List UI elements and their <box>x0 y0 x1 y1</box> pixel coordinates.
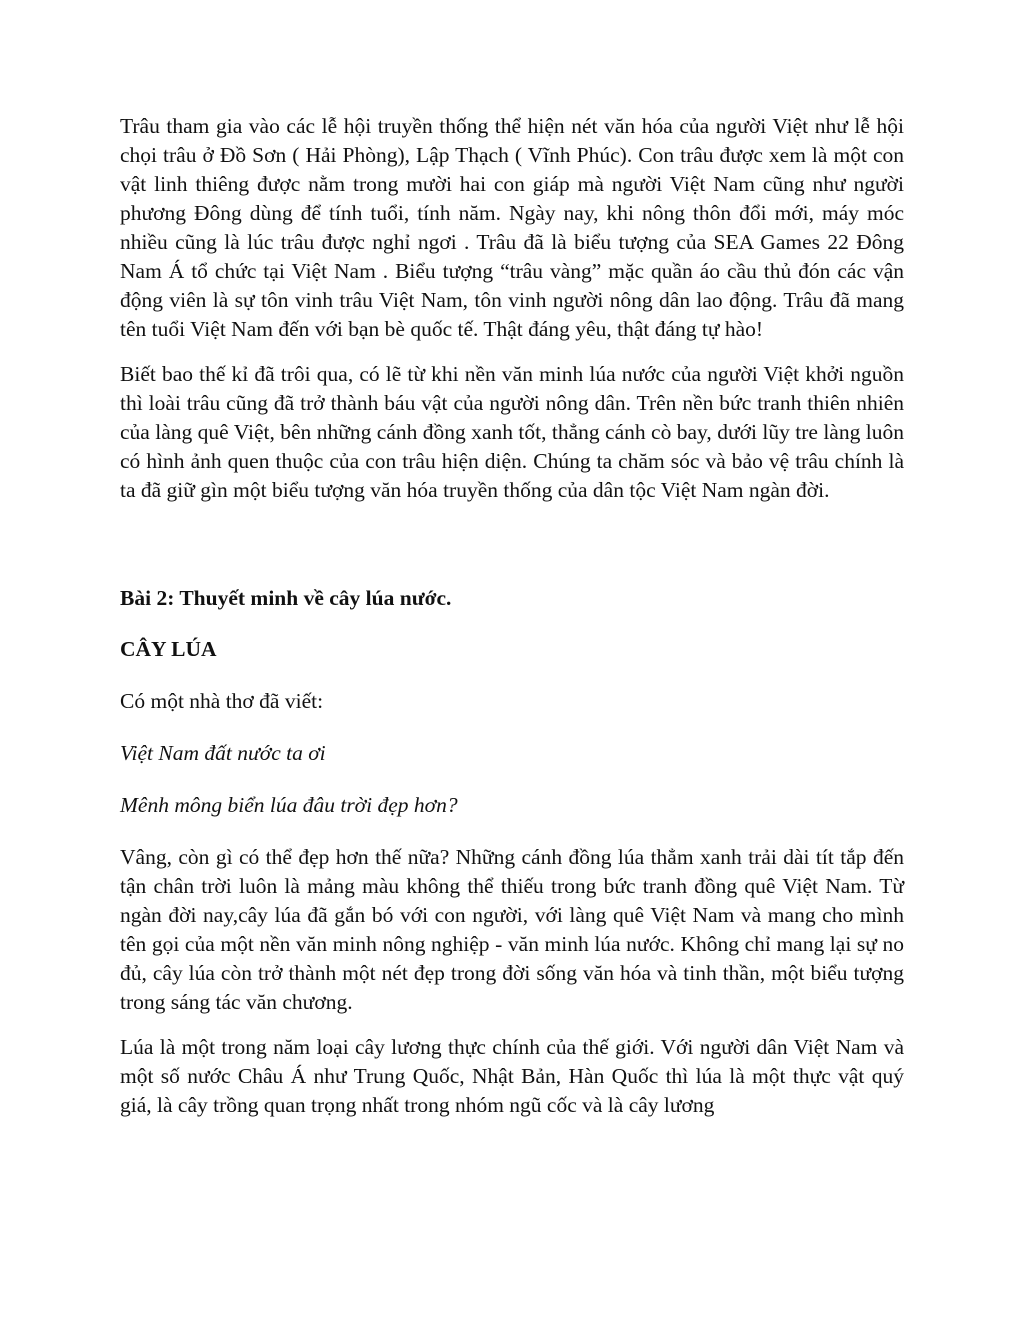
essay-title: CÂY LÚA <box>120 637 217 661</box>
paragraph-rice-crop: Lúa là một trong năm loại cây lương thực chính của thế giới. Với người dân Việt Nam và một số nước Châu Á như Trung Quốc, Nhật Bản, Hàn Quốc thì lúa là một thực vật quý giá, là cây trồng quan trọng nhất trong nhóm ngũ cốc và là cây lương <box>120 1035 904 1117</box>
document-page <box>120 112 904 1120</box>
paragraph-buffalo-festivals: Trâu tham gia vào các lễ hội truyền thống thể hiện nét văn hóa của người Việt như lễ hội chọi trâu ở Đồ Sơn ( Hải Phòng), Lập Thạch ( Vĩnh Phúc). Con trâu được xem là một con vật linh thiêng được nằm trong mười hai con giáp mà người Việt Nam cũng như người phương Đông dùng để tính tuổi, tính năm. Ngày nay, khi nông thôn đổi mới, máy móc nhiều cũng là lúc trâu được nghỉ ngơi . Trâu đã là biểu tượng của SEA Games 22 Đông Nam Á tổ chức tại Việt Nam . Biểu tượng “trâu vàng” mặc quần áo cầu thủ đón các vận động viên là sự tôn vinh trâu Việt Nam, tôn vinh người nông dân lao động. Trâu đã mang tên tuổi Việt Nam đến với bạn bè quốc tế. Thật đáng yêu, thật đáng tự hào! <box>120 114 904 341</box>
section-heading: Bài 2: Thuyết minh về cây lúa nước. <box>120 586 452 610</box>
intro-line: Có một nhà thơ đã viết: <box>120 689 324 713</box>
poem-verse-1: Việt Nam đất nước ta ơi <box>120 741 326 765</box>
paragraph-buffalo-heritage: Biết bao thế kỉ đã trôi qua, có lẽ từ khi nền văn minh lúa nước của người Việt khởi nguồn thì loài trâu cũng đã trở thành báu vật của người nông dân. Trên nền bức tranh thiên nhiên của làng quê Việt, bên những cánh đồng xanh tốt, thẳng cánh cò bay, dưới lũy tre làng luôn có hình ảnh quen thuộc của con trâu hiện diện. Chúng ta chăm sóc và bảo vệ trâu chính là ta đã giữ gìn một biểu tượng văn hóa truyền thống của dân tộc Việt Nam ngàn đời. <box>120 362 904 502</box>
poem-verse-2: Mênh mông biển lúa đâu trời đẹp hơn? <box>120 793 458 817</box>
paragraph-rice-fields: Vâng, còn gì có thể đẹp hơn thế nữa? Những cánh đồng lúa thẳm xanh trải dài tít tắp đến tận chân trời luôn là mảng màu không thể thiếu trong bức tranh đồng quê Việt Nam. Từ ngàn đời nay,cây lúa đã gắn bó với con người, với làng quê Việt Nam và mang cho mình tên gọi của một nền văn minh nông nghiệp - văn minh lúa nước. Không chỉ mang lại sự no đủ, cây lúa còn trở thành một nét đẹp trong đời sống văn hóa và tinh thần, một biểu tượng trong sáng tác văn chương. <box>120 845 904 1014</box>
